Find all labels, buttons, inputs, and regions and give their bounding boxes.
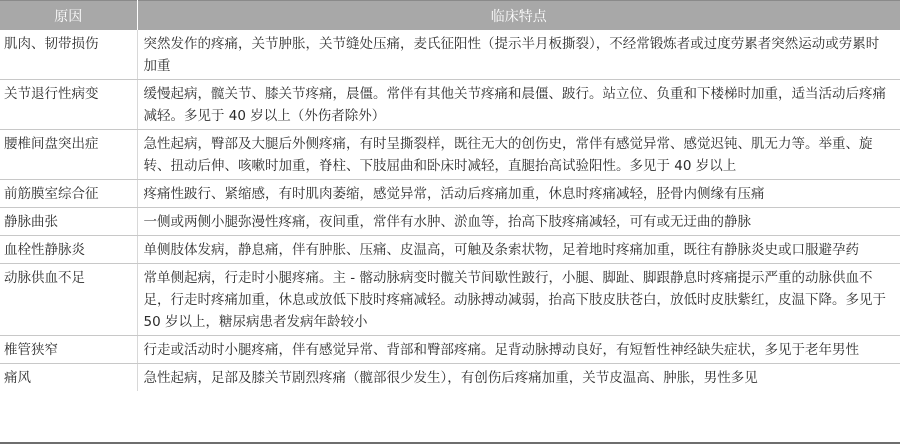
table-row — [0, 130, 900, 180]
header-reason: 原因 — [0, 1, 137, 31]
row-reason: 血栓性静脉炎 — [0, 236, 137, 264]
table-header-row — [0, 1, 900, 31]
row-reason: 椎管狭窄 — [0, 336, 137, 364]
table-row — [0, 208, 900, 236]
row-features: 一侧或两侧小腿弥漫性疼痛，夜间重，常伴有水肿、淤血等，抬高下肢疼痛减轻，可有或无迂曲的静脉 — [137, 208, 900, 236]
table-row — [0, 236, 900, 264]
table-row — [0, 364, 900, 392]
header-clinical-features: 临床特点 — [137, 1, 900, 31]
row-reason: 肌肉、韧带损伤 — [0, 30, 137, 80]
table-row — [0, 180, 900, 208]
row-reason: 前筋膜室综合征 — [0, 180, 137, 208]
row-features: 单侧肢体发病，静息痛，伴有肿胀、压痛、皮温高，可触及条索状物，足着地时疼痛加重，既往有静脉炎史或口服避孕药 — [137, 236, 900, 264]
row-reason: 腰椎间盘突出症 — [0, 130, 137, 180]
row-features: 疼痛性跛行、紧缩感，有时肌肉萎缩，感觉异常，活动后疼痛加重，休息时疼痛减轻，胫骨内侧缘有压痛 — [137, 180, 900, 208]
row-features: 行走或活动时小腿疼痛，伴有感觉异常、背部和臀部疼痛。足背动脉搏动良好，有短暂性神经缺失症状，多见于老年男性 — [137, 336, 900, 364]
row-reason: 痛风 — [0, 364, 137, 392]
row-reason: 静脉曲张 — [0, 208, 137, 236]
row-features: 急性起病，足部及膝关节剧烈疼痛（髋部很少发生），有创伤后疼痛加重，关节皮温高、肿胀，男性多见 — [143, 370, 758, 386]
row-features: 急性起病，臀部及大腿后外侧疼痛，有时呈撕裂样，既往无大的创伤史，常伴有感觉异常、感觉迟钝、肌无力等。举重、旋转、扭动后伸、咳嗽时加重，脊柱、下肢屈曲和卧床时减轻，直腿抬高试验阳性。多见于 40 岁以上 — [137, 130, 900, 180]
table-row — [0, 336, 900, 364]
row-features: 突然发作的疼痛，关节肿胀，关节缝处压痛，麦氏征阳性（提示半月板撕裂），不经常锻炼者或过度劳累者突然运动或劳累时加重 — [137, 30, 900, 80]
row-reason: 动脉供血不足 — [0, 264, 137, 336]
table-row — [0, 264, 900, 336]
table-row — [0, 80, 900, 130]
row-features: 常单侧起病，行走时小腿疼痛。主 - 髂动脉病变时髋关节间歇性跛行，小腿、脚趾、脚跟静息时疼痛提示严重的动脉供血不足，行走时疼痛加重，休息或放低下肢时疼痛减轻。动脉搏动减弱，抬高下肢皮肤苍白，放低时皮肤紫红，皮温下降。多见于 50 岁以上，糖尿病患者发病年龄较小 — [137, 264, 900, 336]
table-row — [0, 30, 900, 80]
row-features: 缓慢起病，髋关节、膝关节疼痛，晨僵。常伴有其他关节疼痛和晨僵、跛行。站立位、负重和下楼梯时加重，适当活动后疼痛减轻。多见于 40 岁以上（外伤者除外） — [137, 80, 900, 130]
row-reason: 关节退行性病变 — [0, 80, 137, 130]
